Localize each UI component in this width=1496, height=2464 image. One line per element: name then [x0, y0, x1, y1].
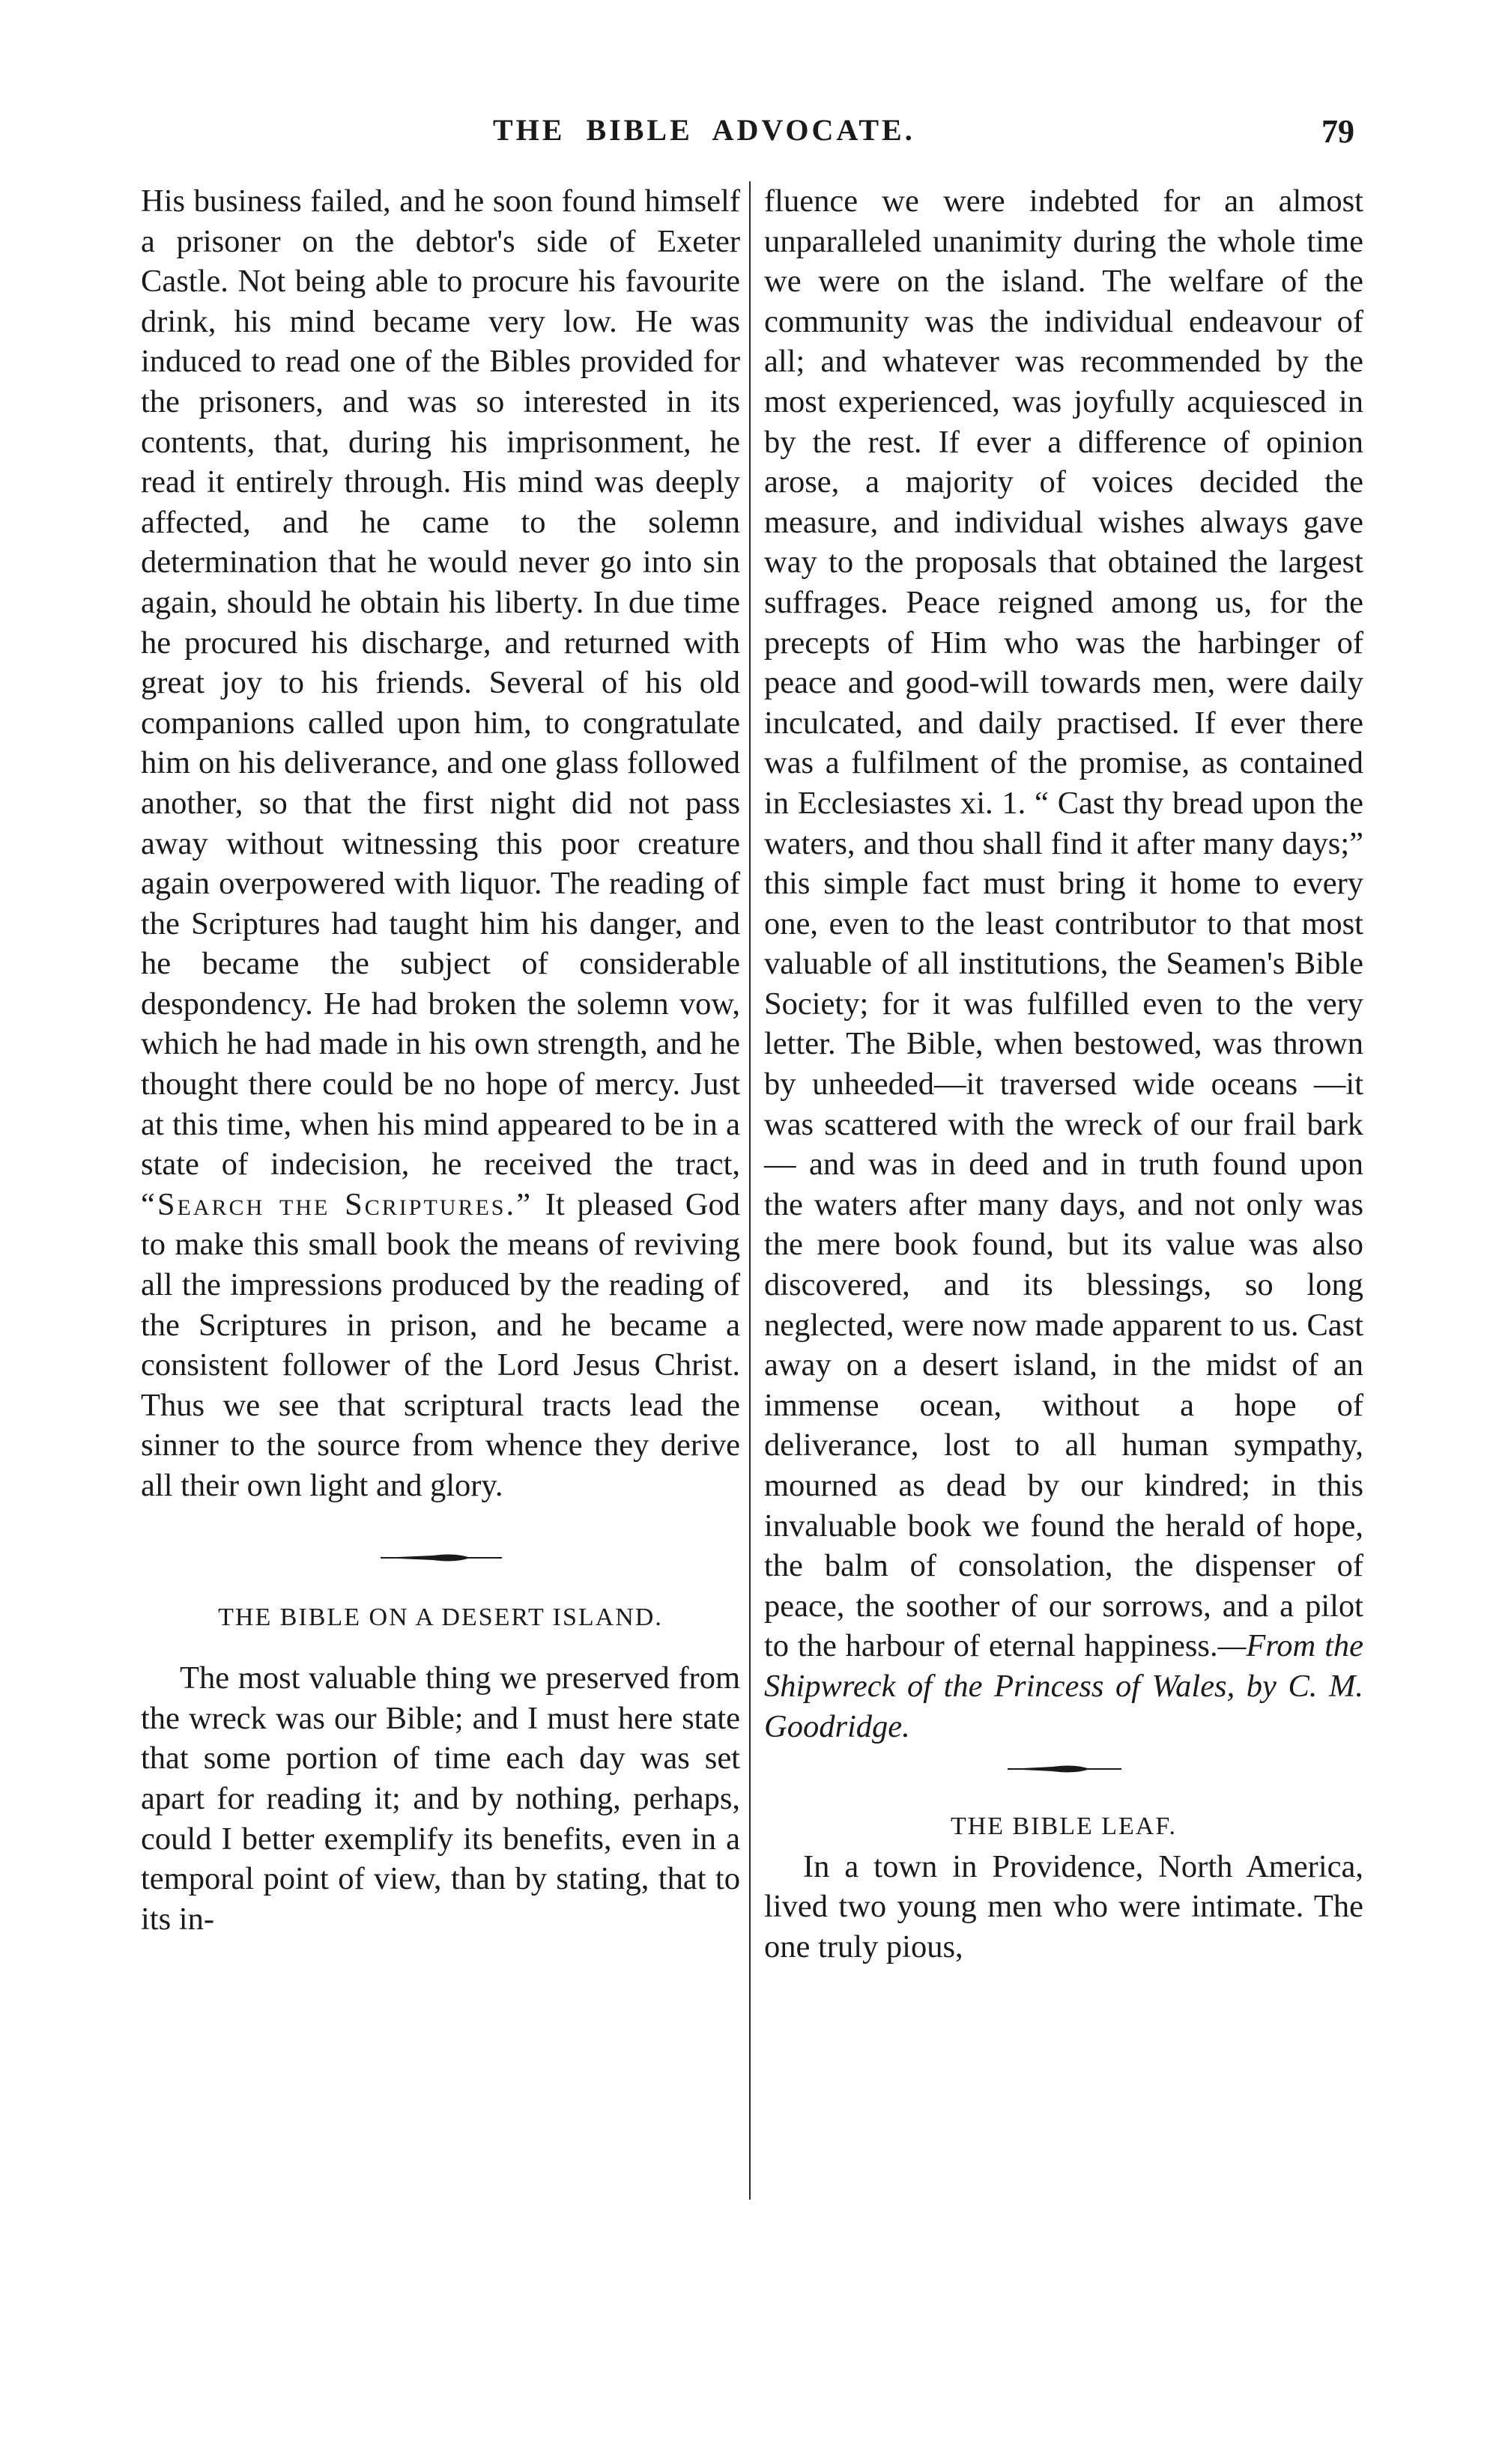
paragraph-text-continued: It pleased God to make this small book the means of reviving all the impressions produced by the reading of the Scriptures in prison, and he became a consistent follower of the Lord Jesus Christ. Thus we see that scriptural tracts lead the sinner to the source from whence they derive all their own light and glory.: [141, 1186, 741, 1503]
article-paragraph: In a town in Providence, North America, lived two young men who were intimate. The one truly pious,: [764, 1848, 1363, 1964]
running-title: THE BIBLE ADVOCATE.: [493, 113, 915, 147]
right-column: [764, 181, 1363, 1967]
paragraph-text: fluence we were indebted for an almost unparalleled unanimity during the whole time we were on the island. The welfare of the community was the individual endeavour of all; and whatever was recommended by the most experienced, was joyfully acquiesced in by the rest. If ever a difference of opinion arose, a majority of voices decided the measure, and individual wishes always gave way to the proposals that obtained the largest suffrages. Peace reigned among us, for the precepts of Him who was the harbinger of peace and good-will towards men, were daily inculcated, and daily practised. If ever there was a fulfilment of the promise, as contained in Ecclesiastes xi. 1. “ Cast thy bread upon the waters, and thou shall find it after many days;” this simple fact must bring it home to every one, even to the least contributor to that most valuable of all institutions, the Seamen's Bible Society; for it was fulfilled even to the very letter. The Bible, when bestowed, was thrown by unheeded—it traversed wide oceans —it was scattered with the wreck of our frail bark— and was in deed and in truth found upon the waters after many days, and not only was the mere book found, but its value was also discovered, and its blessings, so long neglected, were now made apparent to us. Cast away on a desert island, in the midst of an immense ocean, without a hope of deliverance, lost to all human sympathy, mourned as dead by our kindred; in this invaluable book we found the herald of hope, the balm of consolation, the dispenser of peace, the soother of our sorrows, and a pilot to the harbour of eternal happiness.: [764, 183, 1363, 1664]
section-divider-ornament: [1000, 1754, 1127, 1784]
section-divider-ornament: [373, 1535, 508, 1581]
section-heading: THE BIBLE ON A DESERT ISLAND.: [218, 1603, 663, 1631]
article-paragraph: [141, 181, 740, 1506]
left-column: [141, 181, 740, 1939]
source-citation: —From the Shipwreck of the Princess of Wales, by C. M. Goodridge.: [764, 1628, 1364, 1744]
page-header: [141, 112, 1369, 157]
column-rule: [749, 181, 751, 2200]
article-paragraph: [764, 181, 1363, 1747]
section-heading: THE BIBLE LEAF.: [950, 1812, 1178, 1841]
paragraph-text: His business failed, and he soon found himself a prisoner on the debtor's side of Exeter Castle. Not being able to procure his favourite drink, his mind became very low. He was induced to read one of the Bibles provided for the prisoners, and was so interested in its contents, that, during his imprisonment, he read it entirely through. His mind was deeply affected, and he came to the solemn determination that he would never go into sin again, should he obtain his liberty. In due time he procured his discharge, and returned with great joy to his friends. Several of his old companions called upon him, to congratulate him on his deliverance, and one glass followed another, so that the first night did not pass away without witnessing this poor creature again overpowered with liquor. The reading of the Scriptures had taught him his danger, and he became the subject of considerable despondency. He had broken the solemn vow, which he had made in his own strength, and he thought there could be no hope of mercy. Just at this time, when his mind appeared to be in a state of indecision, he received the tract,: [141, 183, 740, 1183]
tract-title: “Search the Scriptures.”: [141, 1186, 533, 1222]
article-paragraph: The most valuable thing we preserved from the wreck was our Bible; and I must here state that some portion of time each day was set apart for reading it; and by nothing, perhaps, could I better exemplify its benefits, even in a temporal point of view, than by stating, that to its in-: [141, 1660, 740, 1937]
page-number: 79: [1321, 113, 1354, 150]
